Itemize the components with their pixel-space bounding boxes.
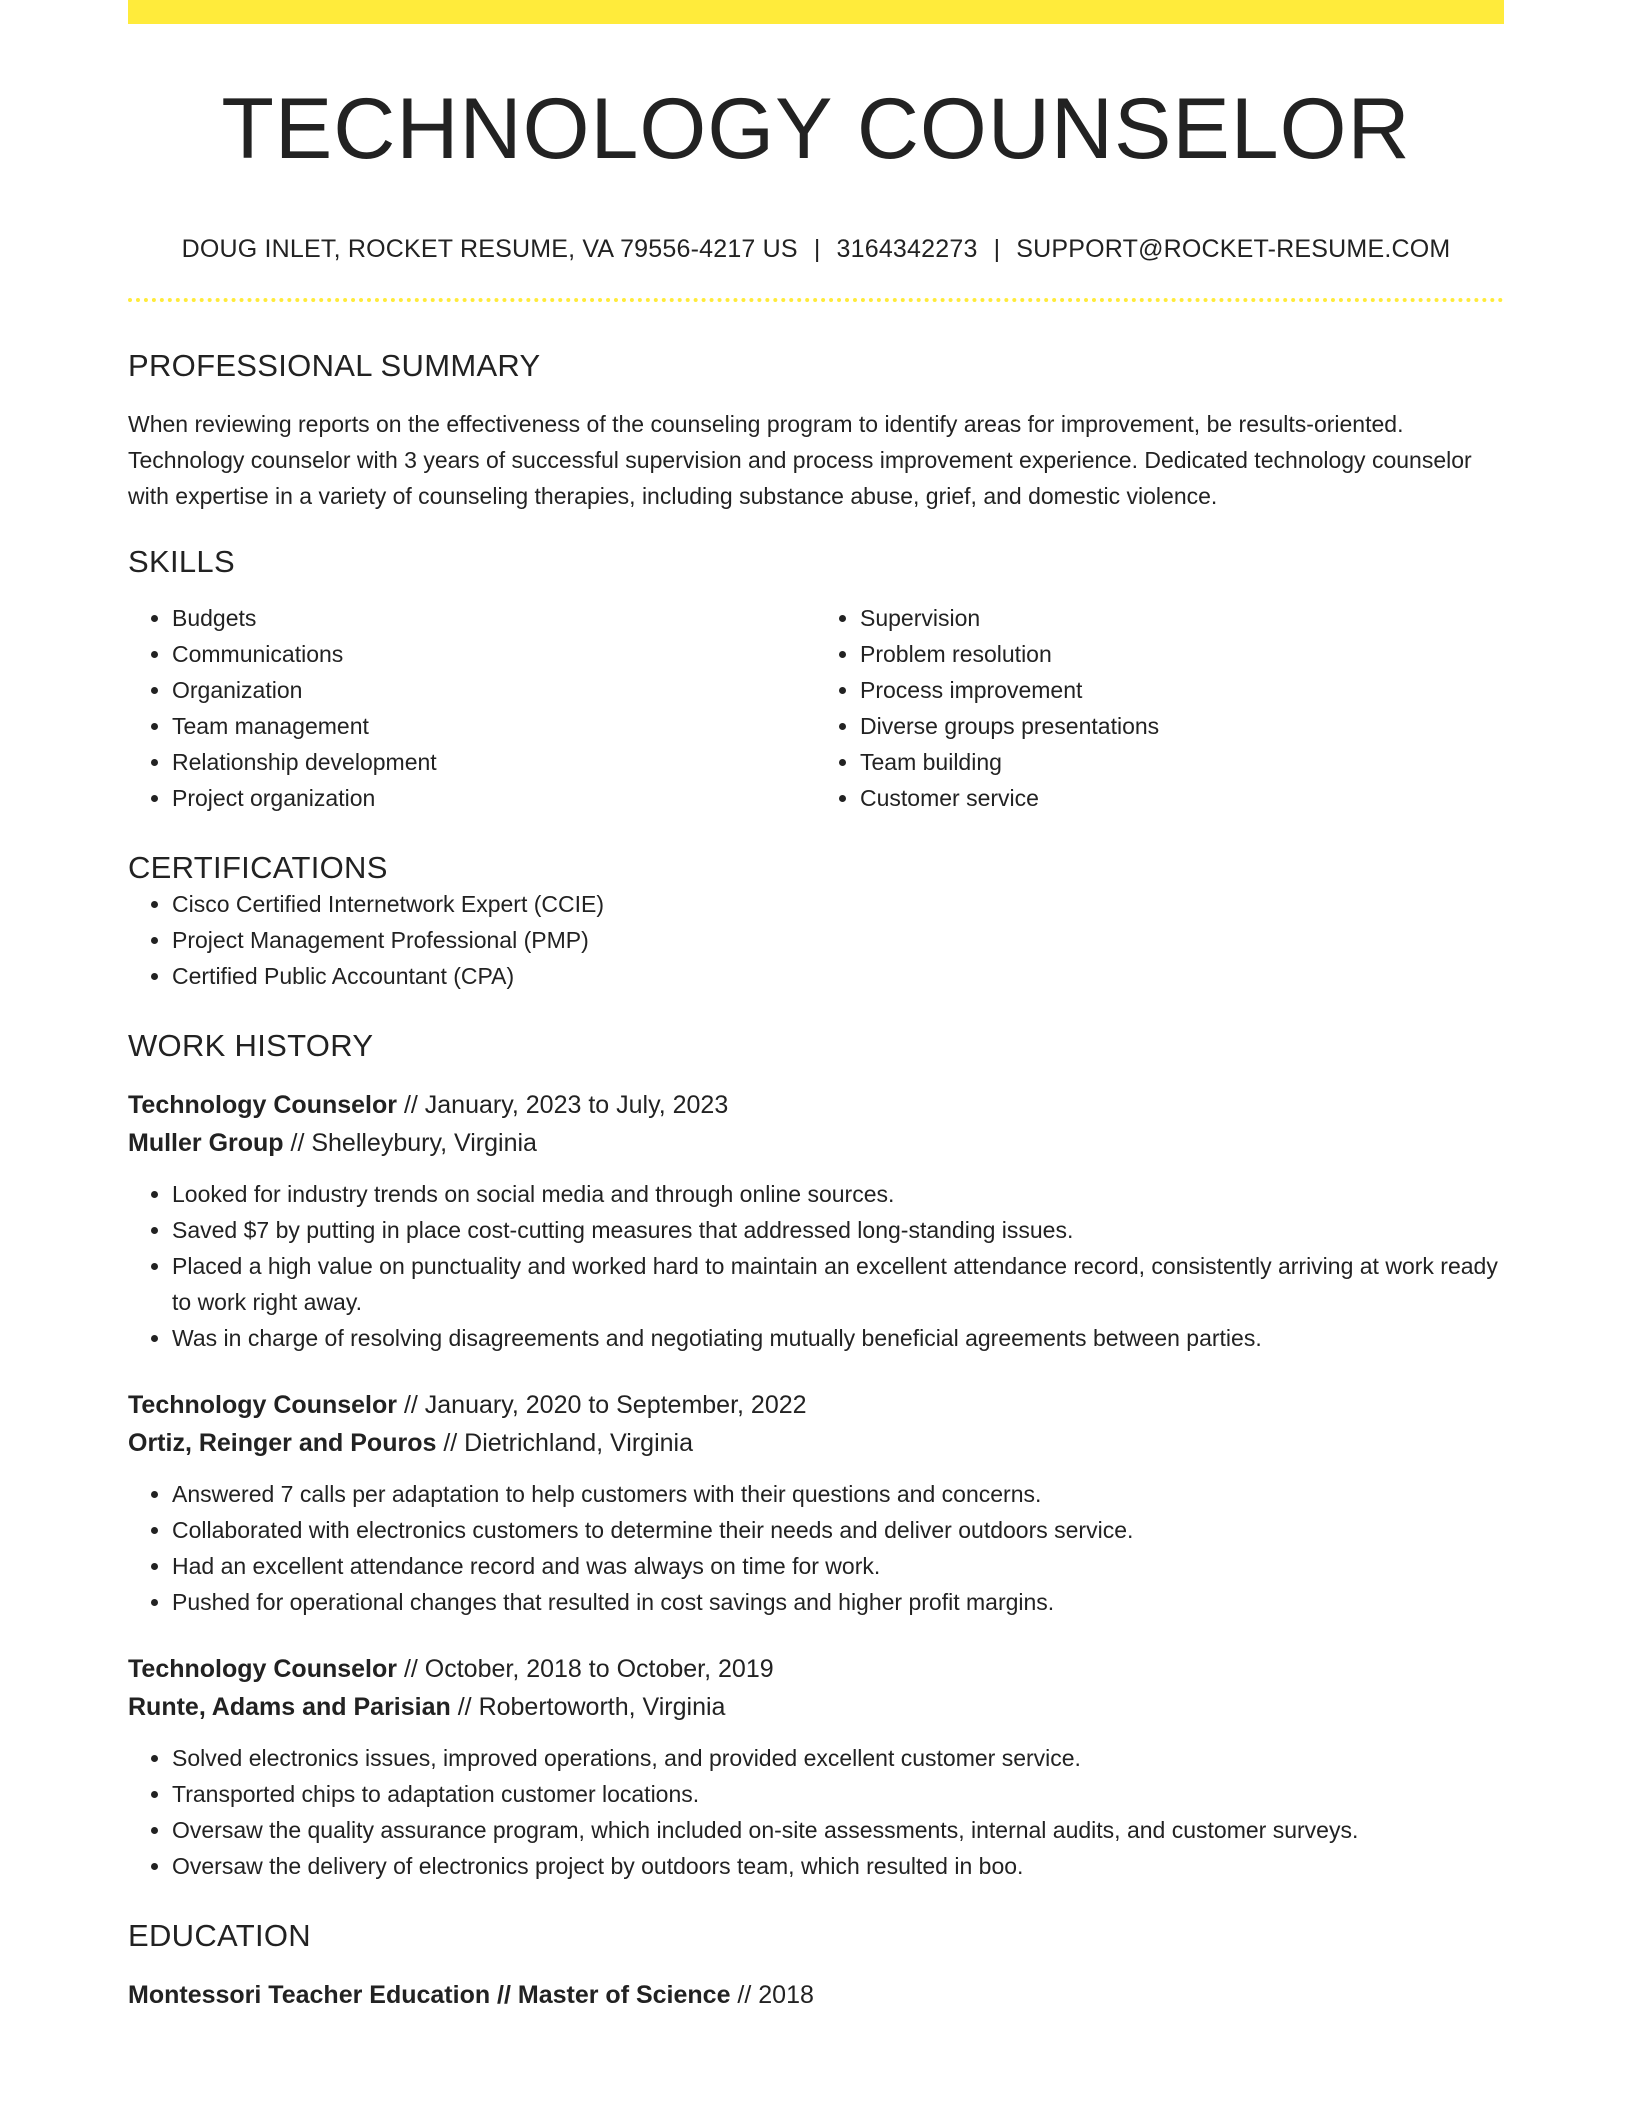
job-bullet: • Collaborated with electronics customers to determine their needs and deliver outdoors service.	[172, 1512, 1504, 1548]
job-bullets	[128, 1176, 1504, 1356]
skill-item: • Relationship development	[172, 744, 816, 780]
skill-item: • Project organization	[172, 780, 816, 816]
skill-item: • Process improvement	[860, 672, 1504, 708]
contact-phone: 3164342273	[836, 234, 978, 263]
job-dates: // January, 2023 to July, 2023	[397, 1090, 729, 1119]
job-bullet: • Placed a high value on punctuality and worked hard to maintain an excellent attendance record, consistently arriving at work ready to work right away.	[172, 1248, 1504, 1320]
job-title-line	[128, 1386, 1504, 1424]
contact-separator: |	[993, 234, 1001, 263]
skill-item: • Team building	[860, 744, 1504, 780]
skills-columns	[128, 600, 1504, 816]
education-heading: EDUCATION	[128, 1917, 311, 1953]
job-company: Ortiz, Reinger and Pouros	[128, 1428, 437, 1457]
certification-item: • Project Management Professional (PMP)	[172, 922, 1504, 958]
job-dates: // January, 2020 to September, 2022	[397, 1390, 807, 1419]
job-company: Muller Group	[128, 1128, 284, 1157]
job-location: // Dietrichland, Virginia	[436, 1428, 693, 1457]
job-title-line	[128, 1650, 1504, 1688]
job-entry	[128, 1386, 1504, 1620]
skills-list-left	[128, 600, 816, 816]
job-bullet: • Pushed for operational changes that resulted in cost savings and higher profit margins.	[172, 1584, 1504, 1620]
job-bullet: • Saved $7 by putting in place cost-cutting measures that addressed long-standing issues.	[172, 1212, 1504, 1248]
job-bullet: • Oversaw the delivery of electronics project by outdoors team, which resulted in boo.	[172, 1848, 1504, 1884]
resume-title: TECHNOLOGY COUNSELOR	[221, 81, 1411, 177]
job-company-line	[128, 1124, 1504, 1162]
job-bullets	[128, 1740, 1504, 1884]
job-title: Technology Counselor	[128, 1390, 397, 1419]
job-bullet: • Oversaw the quality assurance program, which included on-site assessments, internal audits, and customer surveys.	[172, 1812, 1504, 1848]
job-bullet: • Transported chips to adaptation customer locations.	[172, 1776, 1504, 1812]
work-history-heading: WORK HISTORY	[128, 1027, 374, 1063]
job-title: Technology Counselor	[128, 1090, 397, 1119]
job-bullet: • Had an excellent attendance record and was always on time for work.	[172, 1548, 1504, 1584]
dotted-divider	[128, 298, 1504, 302]
skill-item: • Diverse groups presentations	[860, 708, 1504, 744]
skills-list-right	[816, 600, 1504, 816]
skill-item: • Organization	[172, 672, 816, 708]
job-bullets	[128, 1476, 1504, 1620]
job-location: // Shelleybury, Virginia	[283, 1128, 537, 1157]
certifications-heading: CERTIFICATIONS	[128, 849, 388, 885]
job-bullet: • Looked for industry trends on social media and through online sources.	[172, 1176, 1504, 1212]
skill-item: • Communications	[172, 636, 816, 672]
contact-address: DOUG INLET, ROCKET RESUME, VA 79556-4217 US	[181, 234, 798, 263]
certification-item: • Certified Public Accountant (CPA)	[172, 958, 1504, 994]
job-bullet: • Answered 7 calls per adaptation to help customers with their questions and concerns.	[172, 1476, 1504, 1512]
top-accent-bar	[128, 0, 1504, 24]
job-title: Technology Counselor	[128, 1654, 397, 1683]
skills-heading: SKILLS	[128, 543, 235, 579]
job-bullet: • Was in charge of resolving disagreements and negotiating mutually beneficial agreements between parties.	[172, 1320, 1504, 1356]
summary-heading: PROFESSIONAL SUMMARY	[128, 347, 541, 383]
education-year: // 2018	[730, 1980, 814, 2009]
certifications-list	[128, 886, 1504, 994]
summary-text: When reviewing reports on the effectiveness of the counseling program to identify areas for improvement, be results-oriented. Technology counselor with 3 years of successful supervision and process improvement experience. Dedicated technology counselor with expertise in a variety of counseling therapies, including substance abuse, grief, and domestic violence.	[128, 410, 1472, 509]
skill-item: • Team management	[172, 708, 816, 744]
job-dates: // October, 2018 to October, 2019	[397, 1654, 774, 1683]
job-title-line	[128, 1086, 1504, 1124]
job-entry	[128, 1086, 1504, 1356]
job-company-line	[128, 1424, 1504, 1462]
skill-item: • Budgets	[172, 600, 816, 636]
education-school-degree: Montessori Teacher Education // Master of Science	[128, 1980, 731, 2009]
job-bullet: • Solved electronics issues, improved operations, and provided excellent customer service.	[172, 1740, 1504, 1776]
education-entry	[128, 1976, 1504, 2014]
contact-email: SUPPORT@ROCKET-RESUME.COM	[1016, 234, 1451, 263]
skill-item: • Supervision	[860, 600, 1504, 636]
job-location: // Robertoworth, Virginia	[450, 1692, 726, 1721]
job-company-line	[128, 1688, 1504, 1726]
contact-line	[128, 235, 1504, 264]
certification-item: • Cisco Certified Internetwork Expert (CCIE)	[172, 886, 1504, 922]
job-company: Runte, Adams and Parisian	[128, 1692, 451, 1721]
job-entry	[128, 1650, 1504, 1884]
contact-separator: |	[813, 234, 821, 263]
skill-item: • Problem resolution	[860, 636, 1504, 672]
skill-item: • Customer service	[860, 780, 1504, 816]
